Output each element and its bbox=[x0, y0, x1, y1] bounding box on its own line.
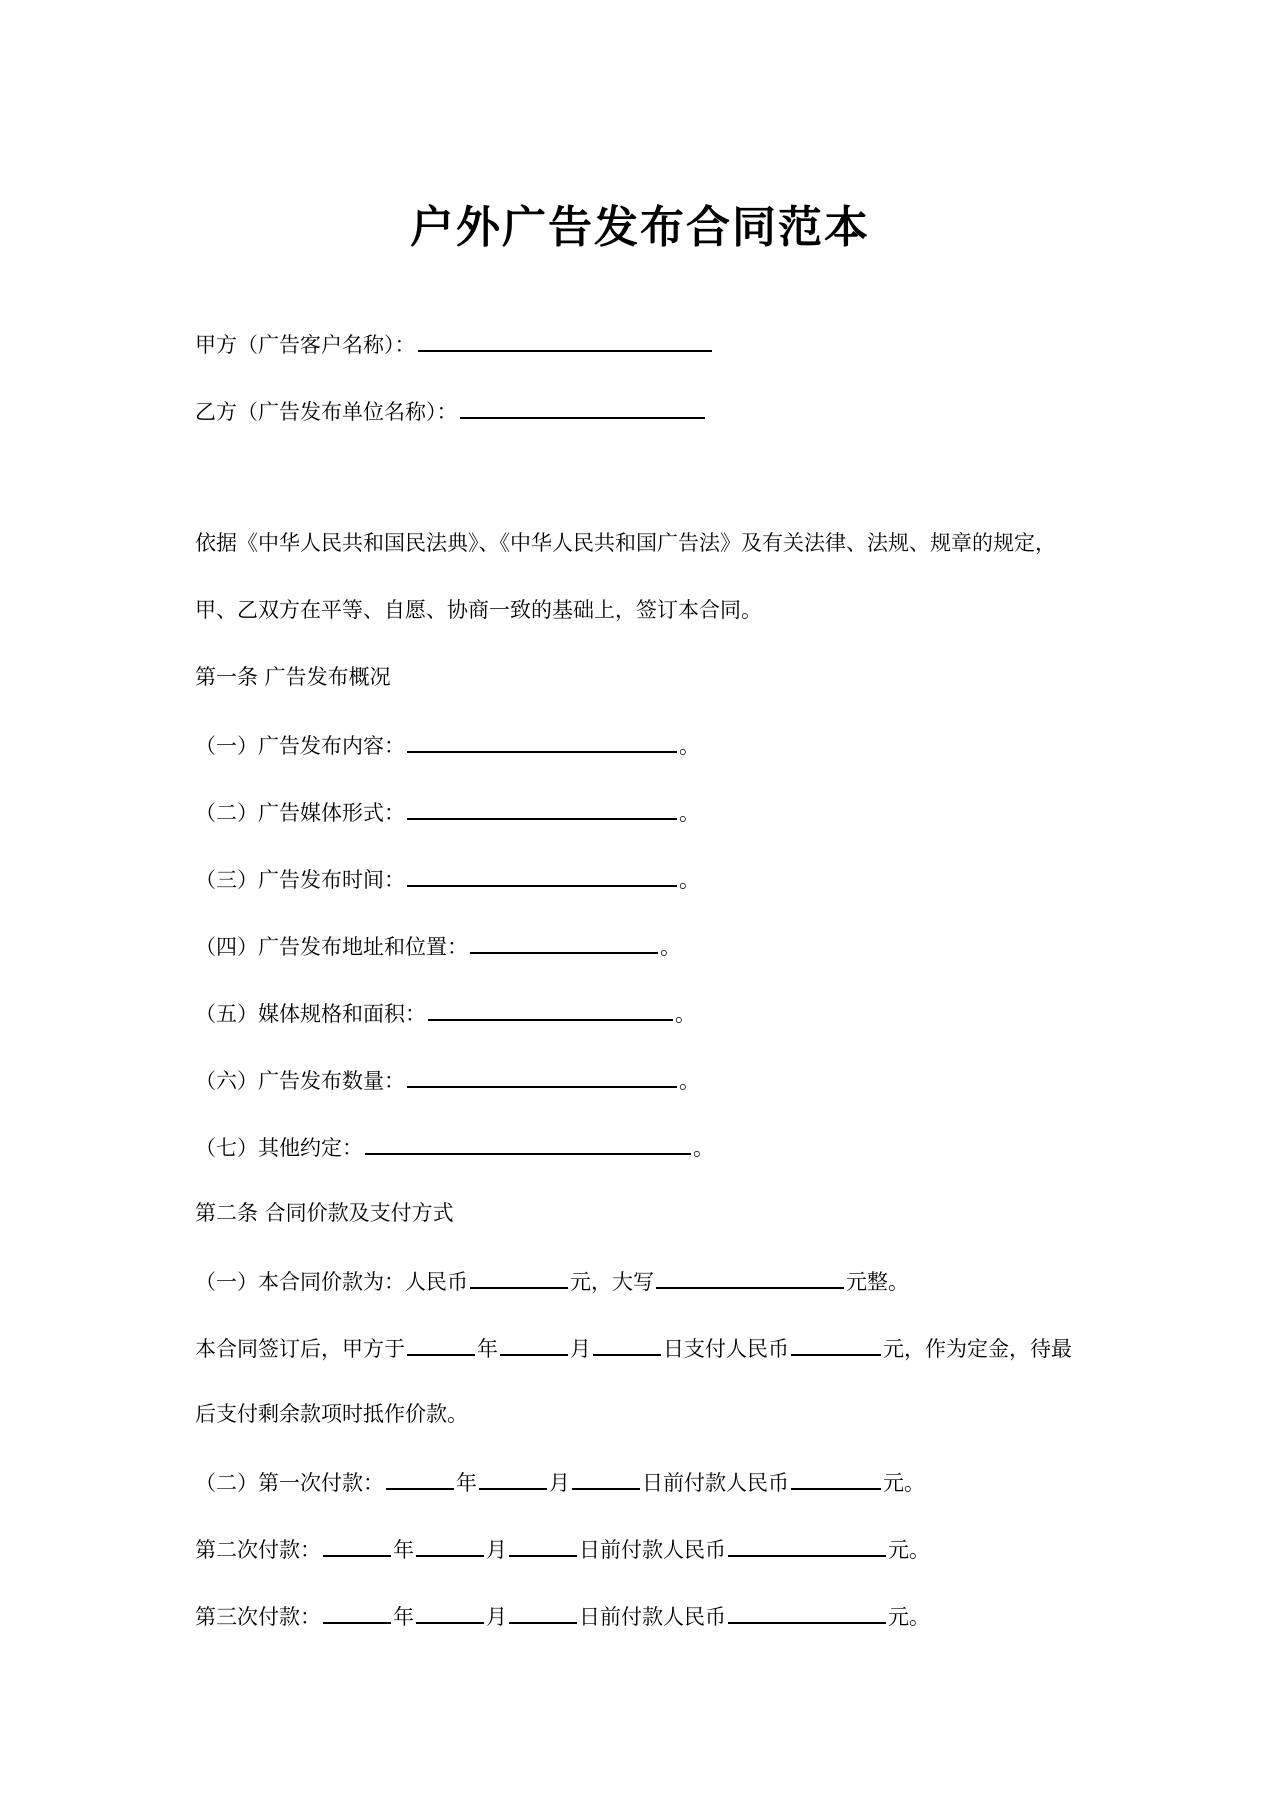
price-prefix: （一）本合同价款为：人民币 bbox=[195, 1270, 468, 1294]
payment-year-blank[interactable] bbox=[386, 1464, 454, 1490]
item-period: 。 bbox=[679, 868, 700, 892]
item-address-line bbox=[195, 928, 681, 962]
payment-amount-blank[interactable] bbox=[728, 1598, 886, 1624]
payment-amount-blank[interactable] bbox=[791, 1464, 881, 1490]
payment-prefix: 第三次付款： bbox=[195, 1605, 321, 1629]
payment-year-blank[interactable] bbox=[323, 1598, 391, 1624]
item-label: （六）广告发布数量： bbox=[195, 1069, 405, 1093]
item-blank[interactable] bbox=[365, 1129, 691, 1155]
party-b-blank[interactable] bbox=[460, 393, 705, 419]
price-amount-blank[interactable] bbox=[470, 1263, 568, 1289]
payment-prefix: 第二次付款： bbox=[195, 1538, 321, 1562]
deposit-year-label: 年 bbox=[477, 1337, 498, 1361]
payment-month-blank[interactable] bbox=[479, 1464, 547, 1490]
payment-year-label: 年 bbox=[456, 1471, 477, 1495]
payment-year-label: 年 bbox=[393, 1538, 414, 1562]
document-title: 户外广告发布合同范本 bbox=[410, 202, 870, 253]
deposit-line-2: 后支付剩余款项时抵作价款。 bbox=[195, 1402, 468, 1426]
item-spec-line bbox=[195, 995, 696, 1029]
item-label: （三）广告发布时间： bbox=[195, 868, 405, 892]
item-period: 。 bbox=[679, 801, 700, 825]
payment-day-blank[interactable] bbox=[509, 1598, 577, 1624]
item-period: 。 bbox=[675, 1002, 696, 1026]
item-blank[interactable] bbox=[407, 861, 677, 887]
payment-amount-blank[interactable] bbox=[728, 1531, 886, 1557]
second-payment-line bbox=[195, 1531, 930, 1565]
payment-suffix: 元。 bbox=[883, 1471, 925, 1495]
party-b-line bbox=[195, 393, 707, 427]
article-2-heading: 第二条 合同价款及支付方式 bbox=[195, 1201, 454, 1225]
article-1-heading: 第一条 广告发布概况 bbox=[195, 665, 391, 689]
item-label: （七）其他约定： bbox=[195, 1136, 363, 1160]
deposit-year-blank[interactable] bbox=[407, 1330, 475, 1356]
payment-month-label: 月 bbox=[486, 1538, 507, 1562]
item-period: 。 bbox=[679, 1069, 700, 1093]
price-mid: 元，大写 bbox=[570, 1270, 654, 1294]
third-payment-line bbox=[195, 1598, 930, 1632]
item-label: （四）广告发布地址和位置： bbox=[195, 935, 468, 959]
payment-month-label: 月 bbox=[549, 1471, 570, 1495]
item-other-line bbox=[195, 1129, 714, 1163]
payment-month-label: 月 bbox=[486, 1605, 507, 1629]
deposit-amount-blank[interactable] bbox=[791, 1330, 881, 1356]
deposit-month-label: 月 bbox=[570, 1337, 591, 1361]
deposit-prefix: 本合同签订后，甲方于 bbox=[195, 1337, 405, 1361]
item-time-line bbox=[195, 861, 700, 895]
payment-day-label: 日前付款人民币 bbox=[642, 1471, 789, 1495]
item-label: （五）媒体规格和面积： bbox=[195, 1002, 426, 1026]
deposit-day-blank[interactable] bbox=[593, 1330, 661, 1356]
party-a-label: 甲方（广告客户名称）： bbox=[195, 333, 416, 357]
payment-year-blank[interactable] bbox=[323, 1531, 391, 1557]
price-line bbox=[195, 1263, 909, 1297]
item-media-form-line bbox=[195, 794, 700, 828]
intro-paragraph-line-1: 依据《中华人民共和国民法典》、《中华人民共和国广告法》及有关法律、法规、规章的规定， bbox=[195, 531, 1056, 555]
intro-paragraph-line-2: 甲、乙双方在平等、自愿、协商一致的基础上，签订本合同。 bbox=[195, 598, 762, 622]
item-blank[interactable] bbox=[407, 794, 677, 820]
item-blank[interactable] bbox=[407, 1062, 677, 1088]
item-quantity-line bbox=[195, 1062, 700, 1096]
payment-day-blank[interactable] bbox=[509, 1531, 577, 1557]
payment-month-blank[interactable] bbox=[416, 1598, 484, 1624]
payment-year-label: 年 bbox=[393, 1605, 414, 1629]
payment-month-blank[interactable] bbox=[416, 1531, 484, 1557]
party-b-label: 乙方（广告发布单位名称）： bbox=[195, 400, 458, 424]
price-suffix: 元整。 bbox=[846, 1270, 909, 1294]
deposit-line bbox=[195, 1330, 1072, 1364]
item-blank[interactable] bbox=[407, 727, 677, 753]
item-period: 。 bbox=[679, 734, 700, 758]
first-payment-line bbox=[195, 1464, 925, 1498]
party-a-line bbox=[195, 326, 714, 360]
deposit-day-label: 日支付人民币 bbox=[663, 1337, 789, 1361]
deposit-month-blank[interactable] bbox=[500, 1330, 568, 1356]
payment-suffix: 元。 bbox=[888, 1605, 930, 1629]
item-period: 。 bbox=[693, 1136, 714, 1160]
deposit-suffix: 元，作为定金，待最 bbox=[883, 1337, 1072, 1361]
party-a-blank[interactable] bbox=[418, 326, 712, 352]
item-period: 。 bbox=[660, 935, 681, 959]
payment-prefix: （二）第一次付款： bbox=[195, 1471, 384, 1495]
payment-suffix: 元。 bbox=[888, 1538, 930, 1562]
payment-day-blank[interactable] bbox=[572, 1464, 640, 1490]
payment-day-label: 日前付款人民币 bbox=[579, 1538, 726, 1562]
payment-day-label: 日前付款人民币 bbox=[579, 1605, 726, 1629]
item-content-line bbox=[195, 727, 700, 761]
item-label: （二）广告媒体形式： bbox=[195, 801, 405, 825]
price-uppercase-blank[interactable] bbox=[656, 1263, 844, 1289]
item-label: （一）广告发布内容： bbox=[195, 734, 405, 758]
item-blank[interactable] bbox=[428, 995, 673, 1021]
item-blank[interactable] bbox=[470, 928, 658, 954]
